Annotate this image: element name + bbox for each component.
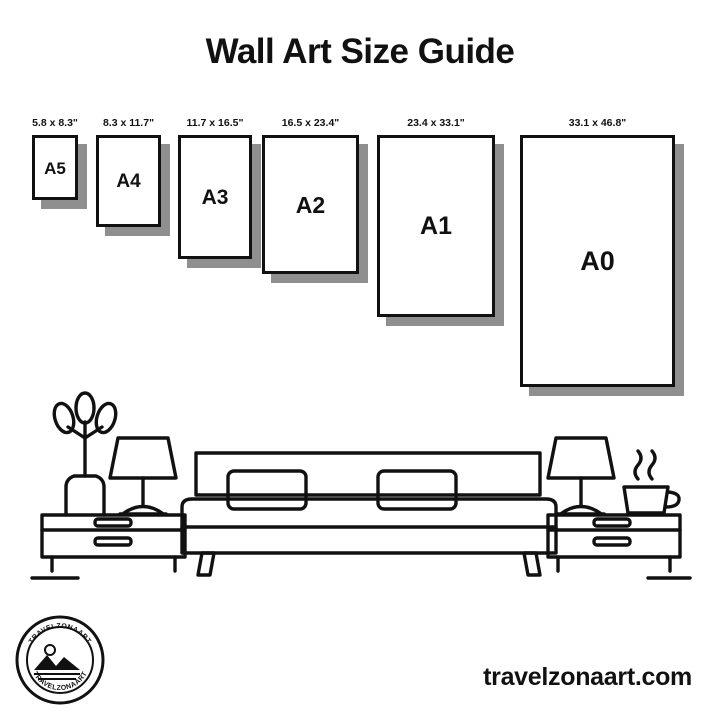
frame-size-label: A0	[580, 245, 615, 276]
frame-size-label: A3	[201, 185, 229, 209]
frame-size-label: A1	[420, 212, 452, 240]
frame-a2	[262, 105, 368, 283]
frame-size-row	[0, 105, 720, 405]
left-nightstand	[42, 515, 185, 571]
brand-website: travelzonaart.com	[483, 663, 692, 691]
frame-size-label: A4	[116, 171, 141, 193]
right-nightstand	[548, 515, 680, 571]
frame-a4	[96, 105, 170, 236]
frame-a1	[377, 105, 504, 326]
frame-box	[262, 135, 359, 274]
coffee-cup	[624, 451, 679, 513]
frame-a5	[32, 105, 87, 209]
frame-size-label: A5	[44, 158, 66, 178]
frame-a3	[178, 105, 261, 268]
flower-vase	[51, 393, 119, 515]
logo-text-bottom: TRAVELZONAART	[31, 670, 89, 693]
brand-logo	[14, 614, 106, 706]
frame-box	[520, 135, 675, 387]
frame-dimension-label: 5.8 x 8.3"	[32, 117, 78, 129]
frame-a0	[520, 105, 684, 396]
logo-text-top: TRAVELZONAART	[28, 622, 92, 646]
bedroom-svg	[0, 375, 720, 600]
bed	[182, 453, 556, 575]
frame-dimension-label: 11.7 x 16.5"	[186, 117, 244, 129]
frame-box	[178, 135, 252, 259]
brand-logo-svg	[14, 614, 106, 706]
right-table-lamp	[548, 438, 614, 514]
frame-dimension-label: 23.4 x 33.1"	[407, 117, 465, 129]
frame-box	[377, 135, 495, 317]
frame-box	[96, 135, 161, 227]
frame-dimension-label: 33.1 x 46.8"	[568, 117, 627, 129]
frame-dimension-label: 8.3 x 11.7"	[102, 117, 155, 129]
left-table-lamp	[110, 438, 176, 514]
frame-box	[32, 135, 78, 200]
page-title: Wall Art Size Guide	[205, 32, 515, 71]
frame-dimension-label: 16.5 x 23.4"	[281, 117, 340, 129]
frame-size-label: A2	[295, 191, 326, 218]
bedroom-illustration	[0, 375, 720, 600]
